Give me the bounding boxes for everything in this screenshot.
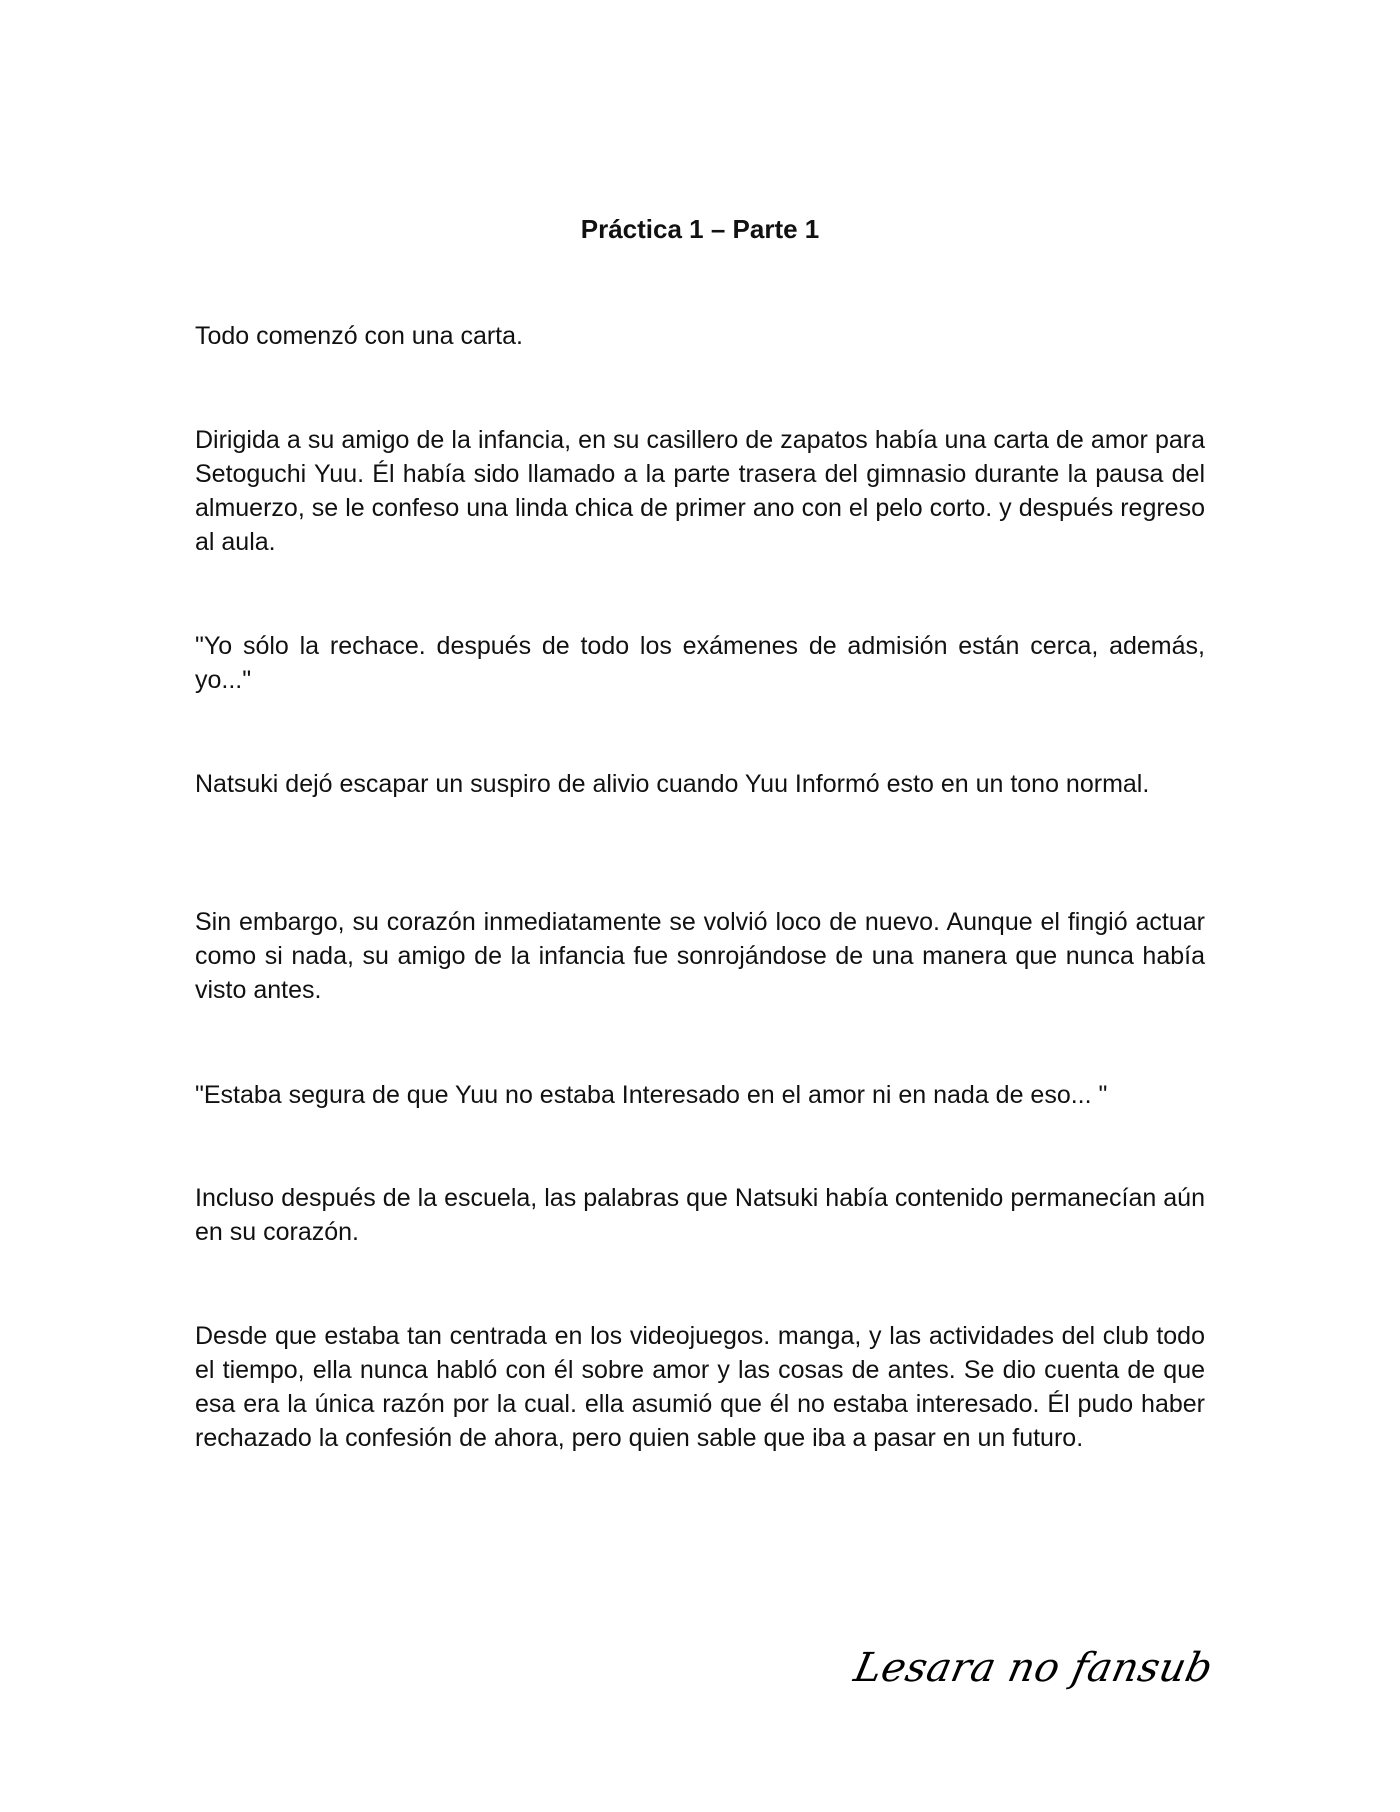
fansub-signature: Lesara no fansub	[849, 1645, 1217, 1691]
paragraph-8: Desde que estaba tan centrada en los videojuegos. manga, y las actividades del club todo el tiempo, ella nunca habló con él sobre amor y las cosas de antes. Se dio cuenta de que esa era la única razón por la cual. ella asumió que él no estaba interesado. Él pudo haber rechazado la confesión de ahora, pero quien sable que iba a pasar en un futuro.	[195, 1322, 1205, 1452]
paragraph-5: Sin embargo, su corazón inmediatamente se volvió loco de nuevo. Aunque el fingió actuar como si nada, su amigo de la infancia fue sonrojándose de una manera que nunca había visto antes.	[195, 908, 1205, 1004]
paragraph-4: Natsuki dejó escapar un suspiro de alivio cuando Yuu Informó esto en un tono normal.	[195, 770, 1150, 798]
paragraph-7: Incluso después de la escuela, las palabras que Natsuki había contenido permanecían aún en su corazón.	[195, 1184, 1205, 1246]
page-title: Práctica 1 – Parte 1	[580, 214, 820, 244]
paragraph-1: Todo comenzó con una carta.	[195, 322, 523, 350]
paragraph-2: Dirigida a su amigo de la infancia, en su casillero de zapatos había una carta de amor para Setoguchi Yuu. Él había sido llamado a la parte trasera del gimnasio durante la pausa del almuerzo, se le confeso una linda chica de primer ano con el pelo corto. y después regreso al aula.	[195, 426, 1205, 556]
paragraph-3: "Yo sólo la rechace. después de todo los exámenes de admisión están cerca, además, yo..."	[195, 632, 1205, 694]
paragraph-6: "Estaba segura de que Yuu no estaba Interesado en el amor ni en nada de eso... "	[195, 1081, 1108, 1109]
